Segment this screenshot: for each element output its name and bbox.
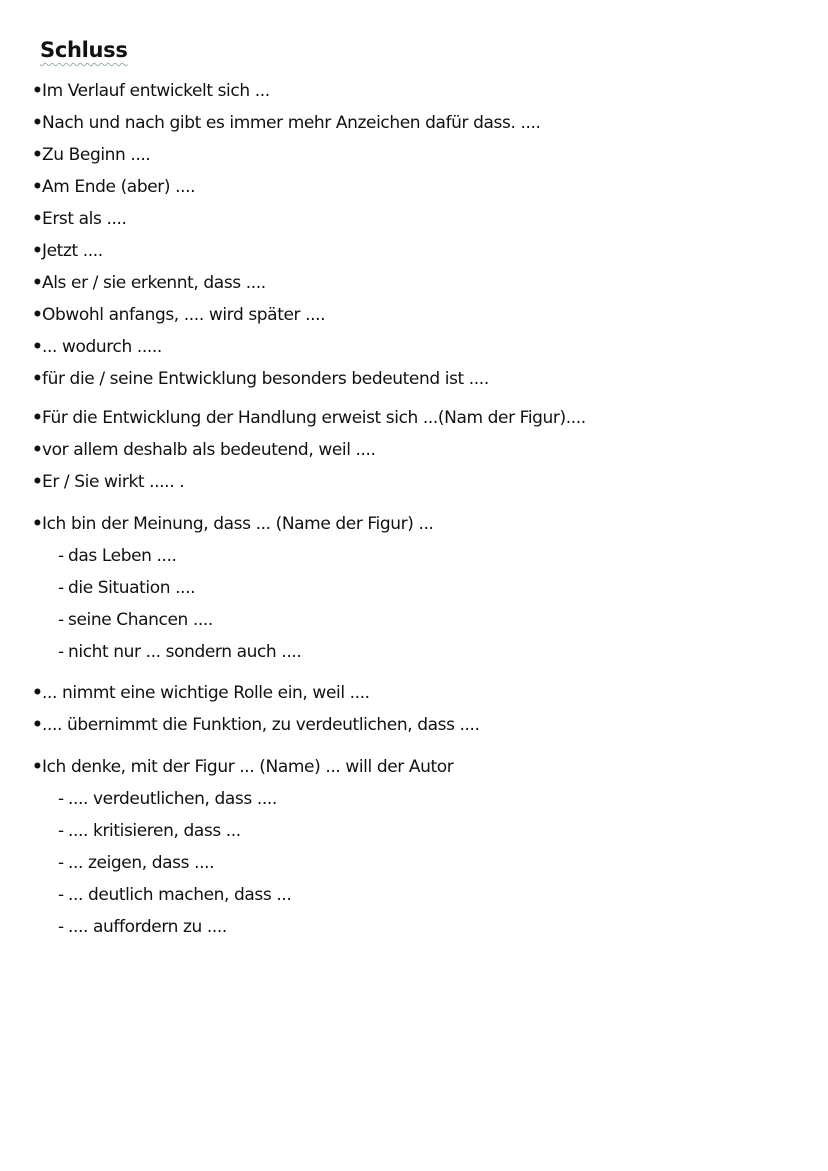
list-item: •Im Verlauf entwickelt sich ... bbox=[32, 81, 270, 101]
sub-list-item: - .... auffordern zu .... bbox=[58, 917, 227, 937]
sub-list-item: - seine Chancen .... bbox=[58, 610, 213, 630]
bullet-icon: • bbox=[32, 408, 43, 428]
bullet-icon: • bbox=[32, 757, 43, 777]
list-item: •... wodurch ..... bbox=[32, 337, 162, 357]
dash-icon: - bbox=[58, 546, 64, 566]
bullet-icon: • bbox=[32, 472, 43, 492]
bullet-icon: • bbox=[32, 305, 43, 325]
sub-list-item: - ... zeigen, dass .... bbox=[58, 853, 215, 873]
sub-list-item: - .... kritisieren, dass ... bbox=[58, 821, 241, 841]
sub-list-item: - die Situation .... bbox=[58, 578, 196, 598]
sub-list-item: - das Leben .... bbox=[58, 546, 177, 566]
list-item: •Ich denke, mit der Figur ... (Name) ... will der Autor bbox=[32, 757, 454, 777]
dash-icon: - bbox=[58, 610, 64, 630]
list-item: •Zu Beginn .... bbox=[32, 145, 151, 165]
list-item: •Am Ende (aber) .... bbox=[32, 177, 196, 197]
list-item: •Nach und nach gibt es immer mehr Anzeichen dafür dass. .... bbox=[32, 113, 541, 133]
list-item: •... nimmt eine wichtige Rolle ein, weil .... bbox=[32, 683, 370, 703]
dash-icon: - bbox=[58, 821, 64, 841]
bullet-icon: • bbox=[32, 715, 43, 735]
bullet-icon: • bbox=[32, 177, 43, 197]
list-item: •für die / seine Entwicklung besonders bedeutend ist .... bbox=[32, 369, 489, 389]
bullet-icon: • bbox=[32, 369, 43, 389]
dash-icon: - bbox=[58, 642, 64, 662]
list-item: •Jetzt .... bbox=[32, 241, 103, 261]
bullet-icon: • bbox=[32, 273, 43, 293]
bullet-icon: • bbox=[32, 337, 43, 357]
dash-icon: - bbox=[58, 789, 64, 809]
bullet-icon: • bbox=[32, 145, 43, 165]
bullet-icon: • bbox=[32, 241, 43, 261]
bullet-icon: • bbox=[32, 209, 43, 229]
list-item: •.... übernimmt die Funktion, zu verdeutlichen, dass .... bbox=[32, 715, 480, 735]
sub-list-item: - nicht nur ... sondern auch .... bbox=[58, 642, 302, 662]
bullet-icon: • bbox=[32, 683, 43, 703]
page-title: Schluss bbox=[40, 38, 128, 62]
list-item: •Für die Entwicklung der Handlung erweist sich ...(Nam der Figur).... bbox=[32, 408, 586, 428]
dash-icon: - bbox=[58, 578, 64, 598]
bullet-icon: • bbox=[32, 440, 43, 460]
sub-list-item: - ... deutlich machen, dass ... bbox=[58, 885, 292, 905]
list-item: •Erst als .... bbox=[32, 209, 127, 229]
list-item: •vor allem deshalb als bedeutend, weil .... bbox=[32, 440, 376, 460]
dash-icon: - bbox=[58, 853, 64, 873]
bullet-icon: • bbox=[32, 514, 43, 534]
list-item: •Obwohl anfangs, .... wird später .... bbox=[32, 305, 326, 325]
list-item: •Als er / sie erkennt, dass .... bbox=[32, 273, 266, 293]
list-item: •Er / Sie wirkt ..... . bbox=[32, 472, 185, 492]
bullet-icon: • bbox=[32, 81, 43, 101]
dash-icon: - bbox=[58, 917, 64, 937]
dash-icon: - bbox=[58, 885, 64, 905]
bullet-icon: • bbox=[32, 113, 43, 133]
list-item: •Ich bin der Meinung, dass ... (Name der Figur) ... bbox=[32, 514, 434, 534]
sub-list-item: - .... verdeutlichen, dass .... bbox=[58, 789, 277, 809]
